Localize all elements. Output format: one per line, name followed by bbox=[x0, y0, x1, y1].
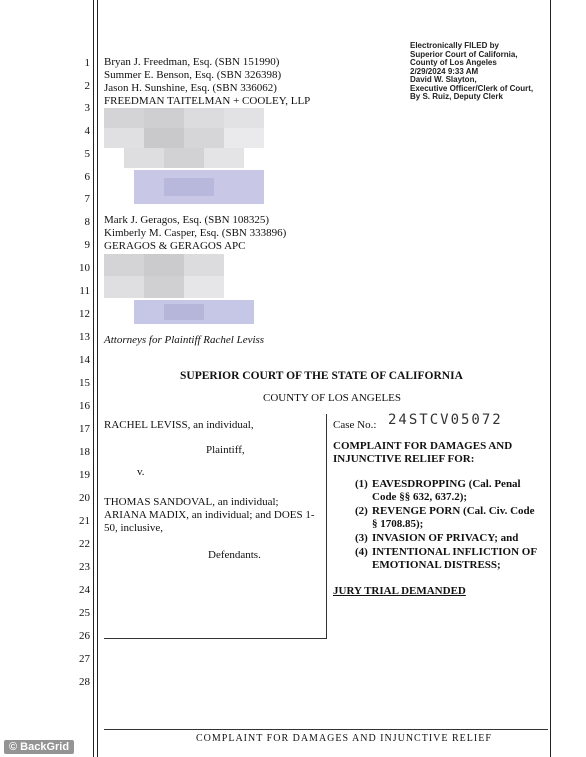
line-number: 14 bbox=[79, 354, 90, 366]
line-number: 12 bbox=[79, 308, 90, 320]
redacted-address-block bbox=[104, 108, 264, 204]
left-margin-rule-inner bbox=[97, 0, 98, 757]
counsel-line: Summer E. Benson, Esq. (SBN 326398) bbox=[104, 69, 282, 81]
counsel-line: Bryan J. Freedman, Esq. (SBN 151990) bbox=[104, 56, 280, 68]
case-number: 24STCV05072 bbox=[388, 412, 503, 428]
line-number: 4 bbox=[84, 125, 90, 137]
court-title: SUPERIOR COURT OF THE STATE OF CALIFORNIA bbox=[180, 370, 463, 382]
cause-text: EAVESDROPPING (Cal. Penal bbox=[372, 478, 521, 490]
complaint-title-line: COMPLAINT FOR DAMAGES AND bbox=[333, 440, 513, 452]
line-number: 9 bbox=[84, 239, 90, 251]
counsel-line: Kimberly M. Casper, Esq. (SBN 333896) bbox=[104, 227, 287, 239]
attorneys-for: Attorneys for Plaintiff Rachel Leviss bbox=[104, 334, 265, 346]
left-margin-rule-outer bbox=[93, 0, 94, 757]
line-number: 27 bbox=[79, 653, 90, 665]
line-number: 5 bbox=[84, 148, 90, 160]
stamp-line: County of Los Angeles bbox=[410, 58, 497, 67]
line-number: 13 bbox=[79, 331, 90, 343]
line-number: 18 bbox=[79, 446, 90, 458]
plaintiff-label: Plaintiff, bbox=[206, 444, 245, 456]
line-number: 19 bbox=[79, 469, 90, 481]
footer-rule bbox=[104, 729, 548, 730]
redacted-address-block bbox=[104, 254, 254, 326]
plaintiff-name: RACHEL LEVISS, an individual, bbox=[104, 419, 254, 431]
counsel-line: Jason H. Sunshine, Esq. (SBN 336062) bbox=[104, 82, 277, 94]
stamp-line: Superior Court of California, bbox=[410, 49, 518, 59]
line-number: 6 bbox=[84, 171, 90, 183]
cause-text: EMOTIONAL DISTRESS; bbox=[372, 559, 501, 571]
line-number: 11 bbox=[79, 285, 90, 297]
line-number: 24 bbox=[79, 584, 90, 596]
filing-stamp bbox=[410, 42, 533, 102]
line-number: 15 bbox=[79, 377, 90, 389]
cause-number: (4) bbox=[355, 546, 368, 558]
line-number: 1 bbox=[84, 57, 90, 69]
cause-number: (3) bbox=[355, 532, 368, 544]
line-number: 26 bbox=[79, 630, 90, 642]
cause-text: § 1708.85); bbox=[372, 518, 424, 530]
line-number: 10 bbox=[79, 262, 90, 274]
line-number: 16 bbox=[79, 400, 90, 412]
stamp-line: Electronically FILED by bbox=[410, 41, 499, 50]
watermark: © BackGrid bbox=[4, 740, 74, 754]
stamp-line: 2/29/2024 9:33 AM bbox=[410, 66, 479, 76]
line-number: 7 bbox=[84, 193, 90, 205]
stamp-line: Executive Officer/Clerk of Court, bbox=[410, 83, 534, 93]
line-number: 8 bbox=[84, 216, 90, 228]
right-margin-rule bbox=[550, 0, 551, 757]
defendants-line: THOMAS SANDOVAL, an individual; bbox=[104, 496, 279, 508]
cause-text: INVASION OF PRIVACY; and bbox=[372, 532, 519, 544]
complaint-title-line: INJUNCTIVE RELIEF FOR: bbox=[333, 453, 475, 465]
cause-number: (1) bbox=[355, 478, 368, 490]
defendants-line: ARIANA MADIX, an individual; and DOES 1- bbox=[104, 509, 315, 521]
line-number: 20 bbox=[79, 492, 90, 504]
stamp-line: By S. Ruiz, Deputy Clerk bbox=[410, 92, 503, 101]
counsel-line: FREEDMAN TAITELMAN + COOLEY, LLP bbox=[104, 95, 311, 107]
line-number: 25 bbox=[79, 607, 90, 619]
cause-text: INTENTIONAL INFLICTION OF bbox=[372, 546, 538, 558]
line-number: 28 bbox=[79, 676, 90, 688]
cause-number: (2) bbox=[355, 505, 368, 517]
line-number: 17 bbox=[79, 423, 90, 435]
counsel-line: Mark J. Geragos, Esq. (SBN 108325) bbox=[104, 214, 269, 226]
footer-text: COMPLAINT FOR DAMAGES AND INJUNCTIVE RELIEF bbox=[196, 733, 492, 744]
defendants-line: 50, inclusive, bbox=[104, 522, 163, 534]
line-number: 22 bbox=[79, 538, 90, 550]
jury-demand: JURY TRIAL DEMANDED bbox=[333, 585, 466, 597]
case-number-label: Case No.: bbox=[333, 419, 377, 431]
versus: v. bbox=[137, 466, 145, 478]
defendants-label: Defendants. bbox=[208, 549, 261, 561]
cause-text: REVENGE PORN (Cal. Civ. Code bbox=[372, 505, 535, 517]
line-number: 21 bbox=[79, 515, 90, 527]
line-number: 2 bbox=[84, 80, 90, 92]
court-county: COUNTY OF LOS ANGELES bbox=[263, 392, 402, 404]
line-number: 23 bbox=[79, 561, 90, 573]
cause-text: Code §§ 632, 637.2); bbox=[372, 491, 468, 503]
counsel-line: GERAGOS & GERAGOS APC bbox=[104, 240, 246, 252]
stamp-line: David W. Slayton, bbox=[410, 75, 477, 84]
line-number: 3 bbox=[84, 102, 90, 114]
